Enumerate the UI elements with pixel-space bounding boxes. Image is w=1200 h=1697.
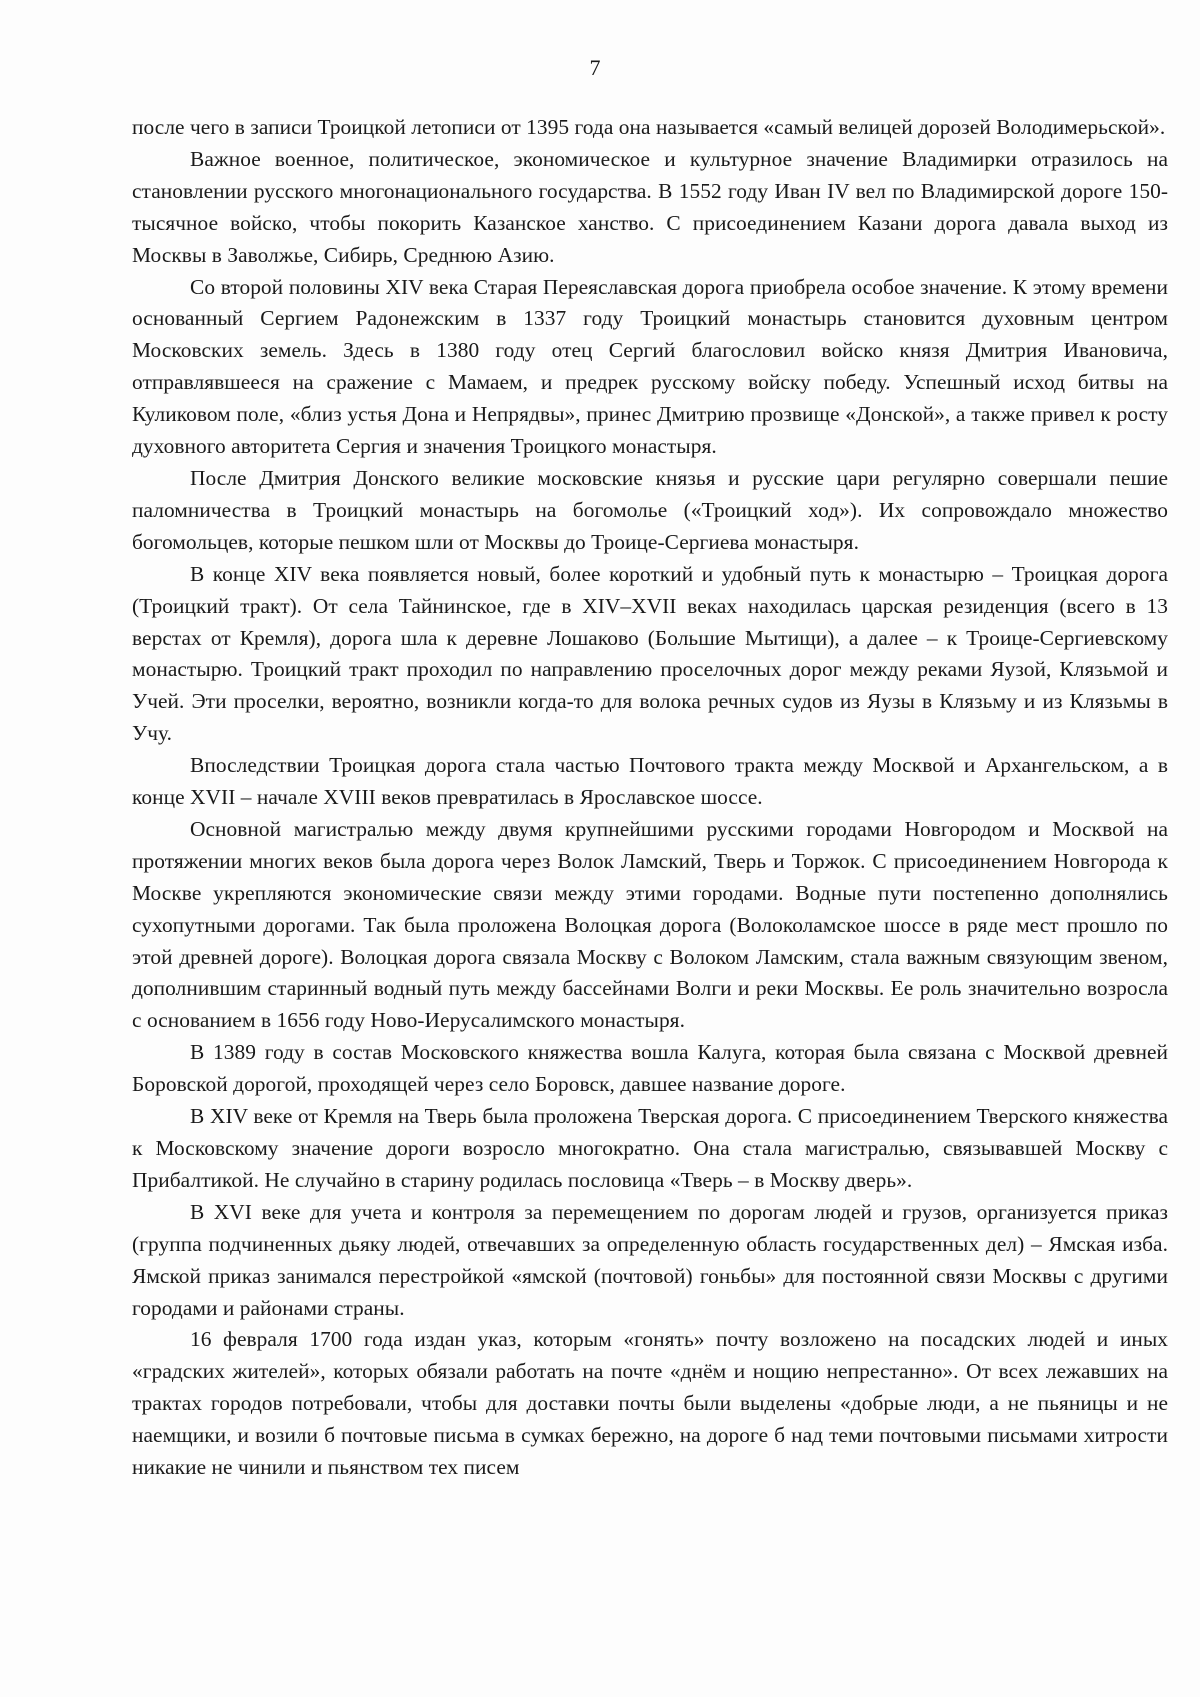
paragraph: Важное военное, политическое, экономическое и культурное значение Владимирки отразилось на становлении русского многонационального государства. В 1552 году Иван IV вел по Владимирской дороге 150-тысячное войско, чтобы покорить Казанское ханство. С присоединением Казани дорога давала выход из Москвы в Заволжье, Сибирь, Среднюю Азию.: [132, 146, 1168, 267]
paragraph: В XVI веке для учета и контроля за перемещением по дорогам людей и грузов, организуется приказ (группа подчиненных дьяку людей, отвечавших за определенную область государственных дел) – Ямская изба. Ямской приказ занимался перестройкой «ямской (почтовой) гоньбы» для постоянной связи Москвы с другими городами и районами страны.: [132, 1199, 1168, 1320]
paragraph: Впоследствии Троицкая дорога стала частью Почтового тракта между Москвой и Архангельском, а в конце XVII – начале XVIII веков превратилась в Ярославское шоссе.: [132, 753, 1168, 810]
paragraph: после чего в записи Троицкой летописи от 1395 года она называется «самый велицей дорозей Володимерьской».: [132, 115, 1166, 139]
paragraph: 16 февраля 1700 года издан указ, которым «гонять» почту возложено на посадских людей и иных «градских жителей», которых обязали работать на почте «днём и нощию непрестанно». От всех лежавших на трактах городов потребовали, чтобы для доставки почты были выделены «добрые люди, а не пьяницы и не наемщики, и возили б почтовые письма в сумках бережно, на дороге б над теми почтовыми письмами хитрости никакие не чинили и пьянством тех писем: [132, 1327, 1168, 1480]
body-text: [132, 112, 1168, 1484]
page-number: 7: [589, 55, 601, 80]
paragraph: В 1389 году в состав Московского княжества вошла Калуга, которая была связана с Москвой древней Боровской дорогой, проходящей через село Боровск, давшее название дороге.: [132, 1040, 1168, 1097]
paragraph: Со второй половины XIV века Старая Переяславская дорога приобрела особое значение. К этому времени основанный Сергием Радонежским в 1337 году Троицкий монастырь становится духовным центром Московских земель. Здесь в 1380 году отец Сергий благословил войско князя Дмитрия Ивановича, отправлявшееся на сражение с Мамаем, и предрек русскому войску победу. Успешный исход битвы на Куликовом поле, «близ устья Дона и Непрядвы», принес Дмитрию прозвище «Донской», а также привел к росту духовного авторитета Сергия и значения Троицкого монастыря.: [132, 274, 1168, 459]
paragraph: В конце XIV века появляется новый, более короткий и удобный путь к монастырю – Троицкая дорога (Троицкий тракт). От села Тайнинское, где в XIV–XVII веках находилась царская резиденция (всего в 13 верстах от Кремля), дорога шла к деревне Лошаково (Большие Мытищи), а далее – к Троице-Сергиевскому монастырю. Троицкий тракт проходил по направлению проселочных дорог между реками Яузой, Клязьмой и Учей. Эти проселки, вероятно, возникли когда-то для волока речных судов из Яузы в Клязьму и из Клязьмы в Учу.: [132, 561, 1168, 746]
paragraph: Основной магистралью между двумя крупнейшими русскими городами Новгородом и Москвой на протяжении многих веков была дорога через Волок Ламский, Тверь и Торжок. С присоединением Новгорода к Москве укрепляются экономические связи между этими городами. Водные пути постепенно дополнялись сухопутными дорогами. Так была проложена Волоцкая дорога (Волоколамское шоссе в ряде мест прошло по этой древней дороге). Волоцкая дорога связала Москву с Волоком Ламским, стала важным связующим звеном, дополнившим старинный водный путь между бассейнами Волги и реки Москвы. Ее роль значительно возросла с основанием в 1656 году Ново-Иерусалимского монастыря.: [132, 816, 1168, 1033]
paragraph: После Дмитрия Донского великие московские князья и русские цари регулярно совершали пешие паломничества в Троицкий монастырь на богомолье («Троицкий ход»). Их сопровождало множество богомольцев, которые пешком шли от Москвы до Троице-Сергиева монастыря.: [132, 465, 1168, 554]
paragraph: В XIV веке от Кремля на Тверь была проложена Тверская дорога. С присоединением Тверского княжества к Московскому значение дороги возросло многократно. Она стала магистралью, связывавшей Москву с Прибалтикой. Не случайно в старину родилась пословица «Тверь – в Москву дверь».: [132, 1104, 1168, 1192]
